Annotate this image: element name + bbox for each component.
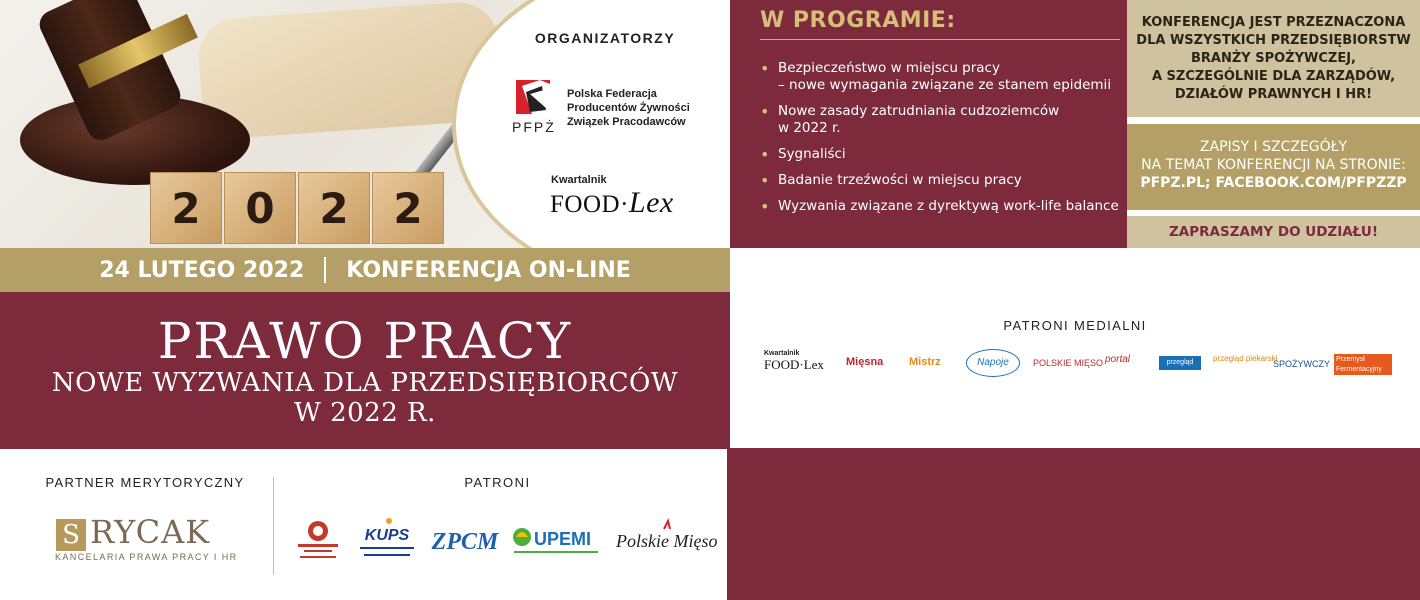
program-item (760, 146, 1125, 163)
pfpz-abbreviation: PFPŻ (512, 119, 556, 135)
patron-logo-label: UPEMI (534, 529, 592, 549)
year-block: 2 (150, 172, 222, 244)
invitation-box: ZAPRASZAMY DO UDZIAŁU! (1127, 216, 1420, 248)
registration-line: ZAPISY I SZCZEGÓŁY (1199, 139, 1348, 155)
pfpz-name-line: Polska Federacja (567, 88, 657, 100)
pfpz-name-line: Producentów Żywności (567, 102, 690, 114)
date-separator (324, 257, 326, 283)
media-logo-napoje[interactable]: Napoje (966, 349, 1020, 377)
patron-logo-polskie-mieso[interactable] (614, 517, 718, 563)
program-item (760, 172, 1125, 189)
foodlex-food: FOOD· (550, 191, 629, 218)
kups-icon (356, 517, 418, 563)
pfpz-name-line: Związek Pracodawców (567, 116, 686, 128)
rycak-subtitle: KANCELARIA PRAWA PRACY I HR (55, 552, 238, 562)
media-logo-przemysl-fermentacyjny[interactable]: Przemysł Fermentacyjny (1334, 354, 1392, 375)
partner-title: PARTNER MERYTORYCZNY (45, 475, 245, 490)
zpcm-icon (431, 517, 499, 563)
foodlex-logo[interactable] (550, 186, 674, 220)
pfpz-name[interactable] (567, 87, 717, 129)
registration-box (1127, 124, 1420, 210)
media-logo-foodlex[interactable] (764, 350, 824, 373)
program-item-line: • Badanie trzeźwości w miejscu pracy (778, 172, 1022, 188)
bottom-right-panel (727, 448, 1420, 600)
audience-box (1127, 0, 1420, 117)
program-item-line: w 2022 r. (778, 120, 841, 136)
audience-line: KONFERENCJA JEST PRZEZNACZONA (1141, 15, 1406, 30)
conference-subtitle: NOWE WYZWANIA DLA PRZEDSIĘBIORCÓW (51, 368, 679, 398)
pfpz-logo-icon[interactable] (512, 76, 556, 120)
polskie-mieso-icon (614, 517, 718, 563)
program-item-line: – nowe wymagania związane ze stanem epidemii (778, 77, 1112, 93)
year-block: 2 (372, 172, 444, 244)
patron-logo-label: Polskie Mięso (616, 531, 718, 551)
year-block: 2 (298, 172, 370, 244)
program-item (760, 198, 1125, 215)
program-item-line: • Wyzwania związane z dyrektywą work-life balance (778, 198, 1119, 214)
media-logo-label: FOOD·Lex (764, 357, 824, 372)
program-item-line: • Sygnaliści (778, 146, 846, 162)
partners-divider (273, 477, 274, 575)
patron-logo-stowarzyszenie[interactable] (292, 517, 344, 563)
media-patrons-section (730, 248, 1420, 448)
registration-links[interactable]: PFPZ.PL; FACEBOOK.COM/PFPZZP (1140, 175, 1407, 191)
event-type: KONFERENCJA ON-LINE (346, 257, 631, 283)
event-date: 24 LUTEGO 2022 (99, 257, 305, 283)
program-panel (730, 0, 1127, 248)
upemi-icon (510, 517, 602, 563)
program-item (760, 60, 1125, 94)
program-heading: W PROGRAMIE: (760, 8, 956, 33)
audience-line: DLA WSZYSTKICH PRZEDSIĘBIORSTW (1136, 33, 1411, 48)
patron-logo-kups[interactable] (356, 517, 418, 563)
media-logo-przeglad-piekarski[interactable]: przegląd piekarski (1213, 354, 1278, 363)
program-item-line: • Bezpieczeństwo w miejscu pracy (778, 60, 1000, 76)
media-logo-spozywczy[interactable]: SPOŻYWCZY (1273, 359, 1331, 369)
media-logo-przeglad-mleczarski[interactable]: przegląd mleczarski (1159, 356, 1201, 370)
media-patrons-title: PATRONI MEDIALNI (1003, 318, 1147, 333)
patron-logo-label: ZPCM (431, 529, 499, 555)
date-bar (0, 248, 730, 292)
media-logo-portal[interactable]: portal (1105, 354, 1131, 365)
patrons-title: PATRONI (464, 475, 531, 490)
foodlex-kwartalnik: Kwartalnik (551, 174, 607, 186)
program-item (760, 103, 1125, 137)
foodlex-lex: Lex (628, 186, 674, 219)
program-list (760, 60, 1125, 224)
year-blocks (150, 172, 446, 244)
media-logo-mistrz[interactable]: Mistrz (909, 356, 941, 368)
rycak-name[interactable]: RYCAK (90, 513, 211, 551)
year-block: 0 (224, 172, 296, 244)
conference-title: PRAWO PRACY (157, 312, 573, 370)
program-item-line: • Nowe zasady zatrudniania cudzoziemców (778, 103, 1060, 119)
media-logo-miesna[interactable]: Mięsna (846, 356, 884, 368)
audience-line: A SZCZEGÓLNIE DLA ZARZĄDÓW, (1151, 69, 1396, 84)
organizers-title: ORGANIZATORZY (534, 30, 676, 46)
audience-line: DZIAŁÓW PRAWNYCH I HR! (1174, 87, 1373, 102)
conference-subtitle-year: W 2022 R. (294, 398, 436, 428)
media-logo-polskie-mieso[interactable]: POLSKIE MIĘSO (1033, 358, 1104, 368)
info-column (1127, 0, 1420, 248)
registration-line: NA TEMAT KONFERENCJI NA STRONIE: (1141, 157, 1406, 173)
patron-logo-label: KUPS (364, 527, 410, 544)
patron-logo-upemi[interactable] (510, 517, 602, 563)
partners-section (0, 449, 727, 600)
patron-logo-zpcm[interactable] (431, 517, 499, 563)
title-block (0, 292, 730, 449)
stowarzyszenie-icon (292, 517, 344, 563)
program-divider (760, 39, 1120, 40)
media-logo-kwartalnik: Kwartalnik (764, 350, 800, 357)
audience-line: BRANŻY SPOŻYWCZEJ, (1191, 51, 1356, 66)
rycak-logo-icon[interactable]: S (56, 519, 86, 551)
